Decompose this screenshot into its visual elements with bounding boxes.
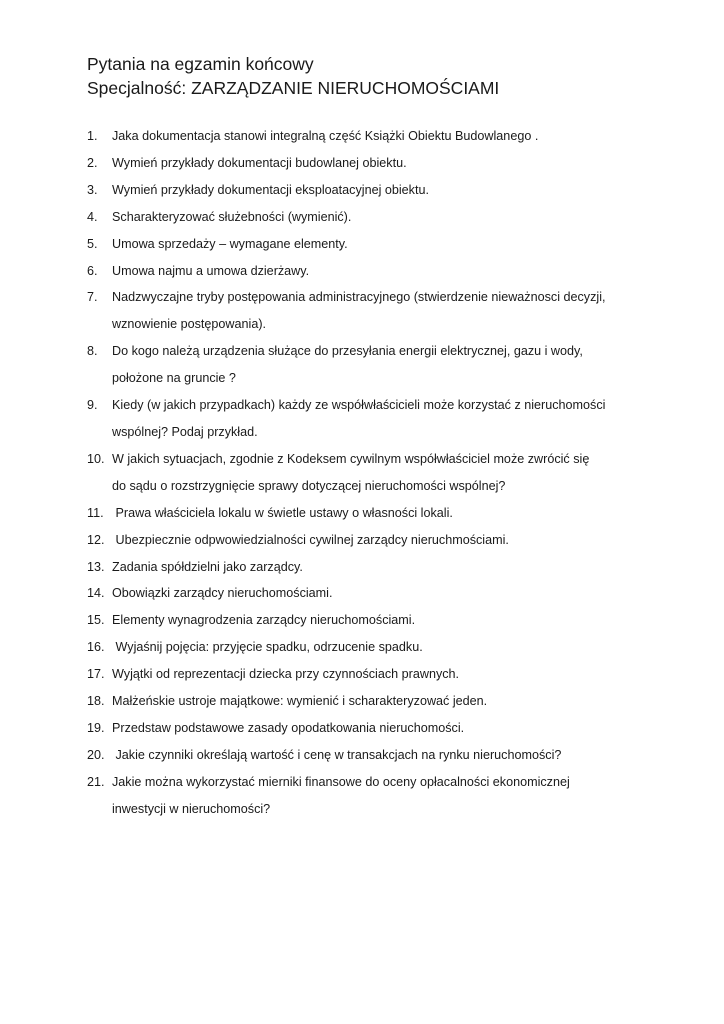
question-number: 4.: [87, 209, 98, 224]
question-text-line: położone na gruncie ?: [112, 371, 236, 386]
question-number: 12.: [87, 532, 105, 547]
question-item: [87, 123, 667, 150]
question-text-line: Wymień przykłady dokumentacji budowlanej obiektu.: [112, 155, 407, 170]
question-item: [87, 742, 667, 769]
question-text-line: do sądu o rozstrzygnięcie sprawy dotyczącej nieruchomości wspólnej?: [112, 478, 506, 493]
question-item: [87, 258, 667, 285]
question-item: [87, 527, 667, 554]
question-number: 16.: [87, 640, 105, 655]
question-text: [112, 446, 667, 500]
question-text: [112, 150, 667, 177]
question-text-line: Elementy wynagrodzenia zarządcy nieruchomościami.: [112, 613, 416, 628]
question-number: 20.: [87, 747, 105, 762]
document-title: Pytania na egzamin końcowy: [87, 54, 314, 74]
question-number: 1.: [87, 129, 98, 143]
question-text-line: Jakie można wykorzystać mierniki finansowe do oceny opłacalności ekonomicznej: [112, 774, 570, 789]
question-number: 21.: [87, 774, 105, 789]
question-text: [112, 634, 667, 661]
question-text: [112, 554, 667, 581]
question-text: [112, 338, 667, 392]
question-text-line: Wyjątki od reprezentacji dziecka przy czynnościach prawnych.: [112, 667, 460, 682]
question-item: [87, 661, 667, 688]
question-number: 14.: [87, 586, 105, 601]
question-text: [112, 123, 667, 150]
question-number: 13.: [87, 559, 105, 574]
question-item: [87, 500, 667, 527]
question-text-line: Prawa właściciela lokalu w świetle ustawy o własności lokali.: [112, 505, 453, 520]
question-text-line: Przedstaw podstawowe zasady opodatkowania nieruchomości.: [112, 720, 465, 735]
question-text-line: inwestycji w nieruchomości?: [112, 801, 271, 816]
question-item: [87, 446, 667, 500]
question-text: [112, 231, 667, 258]
question-text-line: W jakich sytuacjach, zgodnie z Kodeksem cywilnym współwłaściciel może zwrócić się: [112, 451, 590, 466]
question-text-line: Ubezpiecznie odpwowiedzialności cywilnej zarządcy nieruchmościami.: [112, 532, 509, 547]
question-number: 10.: [87, 451, 105, 466]
question-text: [112, 284, 667, 338]
question-number: 11.: [87, 505, 104, 520]
question-text: [112, 500, 667, 527]
question-item: [87, 231, 667, 258]
question-item: [87, 607, 667, 634]
question-text-line: Nadzwyczajne tryby postępowania administracyjnego (stwierdzenie nieważnosci decyzji,: [112, 290, 606, 305]
question-text: [112, 392, 667, 446]
question-number: 15.: [87, 613, 105, 628]
question-item: [87, 204, 667, 231]
question-text: [112, 580, 667, 607]
question-text-line: Zadania spółdzielni jako zarządcy.: [112, 559, 303, 574]
question-item: [87, 688, 667, 715]
question-text-line: Do kogo należą urządzenia służące do przesyłania energii elektrycznej, gazu i wody,: [112, 344, 583, 359]
question-text-line: Kiedy (w jakich przypadkach) każdy ze współwłaścicieli może korzystać z nieruchomości: [112, 398, 606, 413]
question-text-line: Jaka dokumentacja stanowi integralną część Książki Obiektu Budowlanego .: [112, 129, 539, 143]
question-item: [87, 634, 667, 661]
question-item: [87, 554, 667, 581]
question-text-line: Obowiązki zarządcy nieruchomościami.: [112, 586, 333, 601]
question-text-line: Umowa najmu a umowa dzierżawy.: [112, 263, 310, 278]
question-text-line: Umowa sprzedaży – wymagane elementy.: [112, 236, 348, 251]
question-text: [112, 607, 667, 634]
question-text-line: wznowienie postępowania).: [112, 317, 267, 332]
question-text: [112, 177, 667, 204]
question-item: [87, 580, 667, 607]
question-number: 9.: [87, 398, 98, 413]
question-text: [112, 742, 667, 769]
questions-list: [87, 123, 667, 823]
question-text: [112, 661, 667, 688]
question-text-line: Jakie czynniki określają wartość i cenę w transakcjach na rynku nieruchomości?: [112, 747, 562, 762]
question-item: [87, 392, 667, 446]
question-text-line: Wyjaśnij pojęcia: przyjęcie spadku, odrzucenie spadku.: [112, 640, 423, 655]
question-text: [112, 204, 667, 231]
document-subtitle: Specjalność: ZARZĄDZANIE NIERUCHOMOŚCIAMI: [87, 78, 500, 98]
question-number: 17.: [87, 667, 105, 682]
question-number: 18.: [87, 694, 105, 709]
question-text-line: wspólnej? Podaj przykład.: [112, 424, 258, 439]
question-text-line: Scharakteryzować służebności (wymienić).: [112, 209, 352, 224]
question-item: [87, 284, 667, 338]
question-number: 7.: [87, 290, 98, 305]
question-text: [112, 769, 667, 823]
question-number: 5.: [87, 236, 98, 251]
question-item: [87, 150, 667, 177]
question-text: [112, 527, 667, 554]
question-item: [87, 177, 667, 204]
question-item: [87, 769, 667, 823]
question-number: 6.: [87, 263, 98, 278]
question-number: 3.: [87, 182, 98, 197]
question-text: [112, 688, 667, 715]
question-text-line: Małżeńskie ustroje majątkowe: wymienić i scharakteryzować jeden.: [112, 694, 488, 709]
document-header: [87, 52, 687, 100]
question-text: [112, 258, 667, 285]
question-item: [87, 715, 667, 742]
question-number: 19.: [87, 720, 105, 735]
question-text-line: Wymień przykłady dokumentacji eksploatacyjnej obiektu.: [112, 182, 429, 197]
question-text: [112, 715, 667, 742]
question-item: [87, 338, 667, 392]
question-number: 8.: [87, 344, 98, 359]
question-number: 2.: [87, 155, 98, 170]
